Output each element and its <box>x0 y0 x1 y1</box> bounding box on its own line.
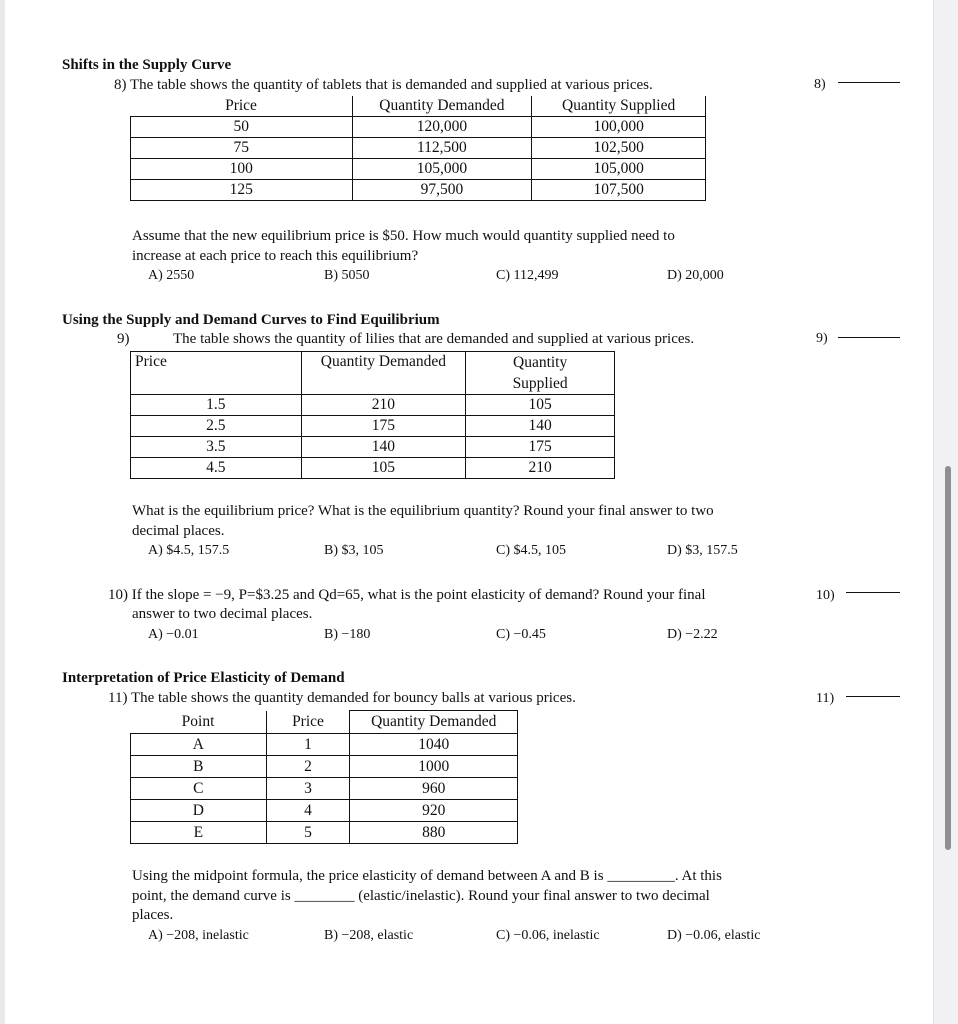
table-header: Quantity Demanded <box>301 352 466 395</box>
q9-question-line1: What is the equilibrium price? What is the equilibrium quantity? Round your final answer to two <box>132 503 714 519</box>
q11-stem-text: The table shows the quantity demanded for bouncy balls at various prices. <box>130 690 576 706</box>
table-cell: A <box>131 734 267 756</box>
table-cell: E <box>131 822 267 844</box>
table-cell: 50 <box>131 117 353 138</box>
scrollbar-track[interactable] <box>933 0 958 1024</box>
q11-option-d[interactable]: D) −0.06, elastic <box>667 928 761 943</box>
table-row <box>131 117 706 138</box>
q9-number: 9) <box>117 331 130 347</box>
section-heading-equilibrium: Using the Supply and Demand Curves to Find Equilibrium <box>62 312 440 328</box>
q10-option-d[interactable]: D) −2.22 <box>667 627 718 642</box>
q8-number: 8) <box>114 77 127 93</box>
table-cell: 100,000 <box>532 117 706 138</box>
q8-answer-label: 8) <box>814 77 826 92</box>
table-header-quantity-supplied <box>466 352 615 395</box>
table-cell: 210 <box>466 458 615 479</box>
q11-option-c[interactable]: C) −0.06, inelastic <box>496 928 600 943</box>
q9-question-line2: decimal places. <box>132 523 225 539</box>
table-header: Price <box>131 96 353 117</box>
table-cell: B <box>131 756 267 778</box>
q10-answer-label: 10) <box>816 588 835 603</box>
q8-option-d[interactable]: D) 20,000 <box>667 268 724 283</box>
table-cell: 100 <box>131 159 353 180</box>
table-cell: 125 <box>131 180 353 201</box>
table-cell: 97,500 <box>352 180 532 201</box>
table-cell: 920 <box>350 800 518 822</box>
q8-question-line1: Assume that the new equilibrium price is $50. How much would quantity supplied need to <box>132 228 675 244</box>
q11-option-a[interactable]: A) −208, inelastic <box>148 928 249 943</box>
section-heading-elasticity: Interpretation of Price Elasticity of Demand <box>62 670 345 686</box>
q9-option-a[interactable]: A) $4.5, 157.5 <box>148 543 230 558</box>
q9-table <box>130 351 615 479</box>
table-row <box>131 416 615 437</box>
q8-option-b[interactable]: B) 5050 <box>324 268 370 283</box>
q8-answer-blank[interactable] <box>838 82 900 83</box>
table-cell: 1040 <box>350 734 518 756</box>
table-cell: 107,500 <box>532 180 706 201</box>
table-cell: 4 <box>266 800 350 822</box>
q10-option-a[interactable]: A) −0.01 <box>148 627 199 642</box>
table-cell: 140 <box>466 416 615 437</box>
q9-answer-blank[interactable] <box>838 337 900 338</box>
table-cell: 1.5 <box>131 395 302 416</box>
table-row <box>131 159 706 180</box>
table-row <box>131 756 518 778</box>
q11-option-b[interactable]: B) −208, elastic <box>324 928 414 943</box>
table-cell: 105,000 <box>352 159 532 180</box>
table-cell: 1000 <box>350 756 518 778</box>
page-left-edge <box>0 0 5 1024</box>
q11-question-line1: Using the midpoint formula, the price elasticity of demand between A and B is _________. At this <box>132 868 722 884</box>
table-header: Supplied <box>512 375 568 392</box>
table-cell: 105 <box>301 458 466 479</box>
table-row <box>131 437 615 458</box>
q11-answer-blank[interactable] <box>846 696 900 697</box>
q8-stem-text: The table shows the quantity of tablets that is demanded and supplied at various prices. <box>129 77 653 93</box>
q11-number: 11) <box>108 690 128 706</box>
table-row <box>131 180 706 201</box>
table-row <box>131 734 518 756</box>
q11-answer-label: 11) <box>816 691 835 706</box>
table-cell: 105,000 <box>532 159 706 180</box>
table-cell: 3.5 <box>131 437 302 458</box>
table-cell: 75 <box>131 138 353 159</box>
table-cell: 2 <box>266 756 350 778</box>
table-cell: 140 <box>301 437 466 458</box>
scrollbar-thumb[interactable] <box>945 466 951 850</box>
table-header: Point <box>131 711 267 734</box>
table-cell: 5 <box>266 822 350 844</box>
table-row <box>131 778 518 800</box>
table-cell: 4.5 <box>131 458 302 479</box>
q10-answer-blank[interactable] <box>846 592 900 593</box>
q9-option-c[interactable]: C) $4.5, 105 <box>496 543 566 558</box>
table-row <box>131 138 706 159</box>
q9-option-b[interactable]: B) $3, 105 <box>324 543 384 558</box>
table-row <box>131 395 615 416</box>
table-header-row <box>131 96 706 117</box>
table-cell: 1 <box>266 734 350 756</box>
q10-number: 10) <box>108 587 128 603</box>
table-cell: 105 <box>466 395 615 416</box>
table-header: Quantity <box>513 354 568 371</box>
table-header: Price <box>131 352 302 395</box>
q10-stem <box>108 587 706 604</box>
section-heading-supply-shifts: Shifts in the Supply Curve <box>62 57 232 73</box>
q10-question-line2: answer to two decimal places. <box>132 606 313 622</box>
table-row <box>131 458 615 479</box>
table-cell: C <box>131 778 267 800</box>
table-header: Quantity Supplied <box>532 96 706 117</box>
table-cell: D <box>131 800 267 822</box>
table-header-row <box>131 711 518 734</box>
q11-question-line3: places. <box>132 907 174 923</box>
table-header: Quantity Demanded <box>352 96 532 117</box>
table-cell: 175 <box>301 416 466 437</box>
table-cell: 960 <box>350 778 518 800</box>
q8-table <box>130 96 706 201</box>
q8-question-line2: increase at each price to reach this equilibrium? <box>132 248 419 264</box>
q9-stem: The table shows the quantity of lilies that are demanded and supplied at various prices. <box>173 331 695 347</box>
table-cell: 120,000 <box>352 117 532 138</box>
table-cell: 102,500 <box>532 138 706 159</box>
q10-option-b[interactable]: B) −180 <box>324 627 371 642</box>
table-header: Price <box>266 711 350 734</box>
table-cell: 175 <box>466 437 615 458</box>
q9-option-d[interactable]: D) $3, 157.5 <box>667 543 738 558</box>
q10-option-c[interactable]: C) −0.45 <box>496 627 546 642</box>
table-header-row <box>131 352 615 395</box>
q11-question-line2: point, the demand curve is ________ (elastic/inelastic). Round your final answer to two decimal <box>132 888 710 904</box>
q11-table <box>130 710 518 844</box>
q11-stem <box>108 690 576 707</box>
q9-answer-label: 9) <box>816 331 828 346</box>
table-row <box>131 800 518 822</box>
q10-question-line1: If the slope = −9, P=$3.25 and Qd=65, what is the point elasticity of demand? Round your final <box>131 587 706 603</box>
table-cell: 210 <box>301 395 466 416</box>
table-row <box>131 822 518 844</box>
q8-option-a[interactable]: A) 2550 <box>148 268 195 283</box>
q8-option-c[interactable]: C) 112,499 <box>496 268 559 283</box>
q8-stem <box>114 77 653 94</box>
table-header: Quantity Demanded <box>350 711 518 734</box>
table-cell: 3 <box>266 778 350 800</box>
table-cell: 112,500 <box>352 138 532 159</box>
table-cell: 880 <box>350 822 518 844</box>
table-cell: 2.5 <box>131 416 302 437</box>
